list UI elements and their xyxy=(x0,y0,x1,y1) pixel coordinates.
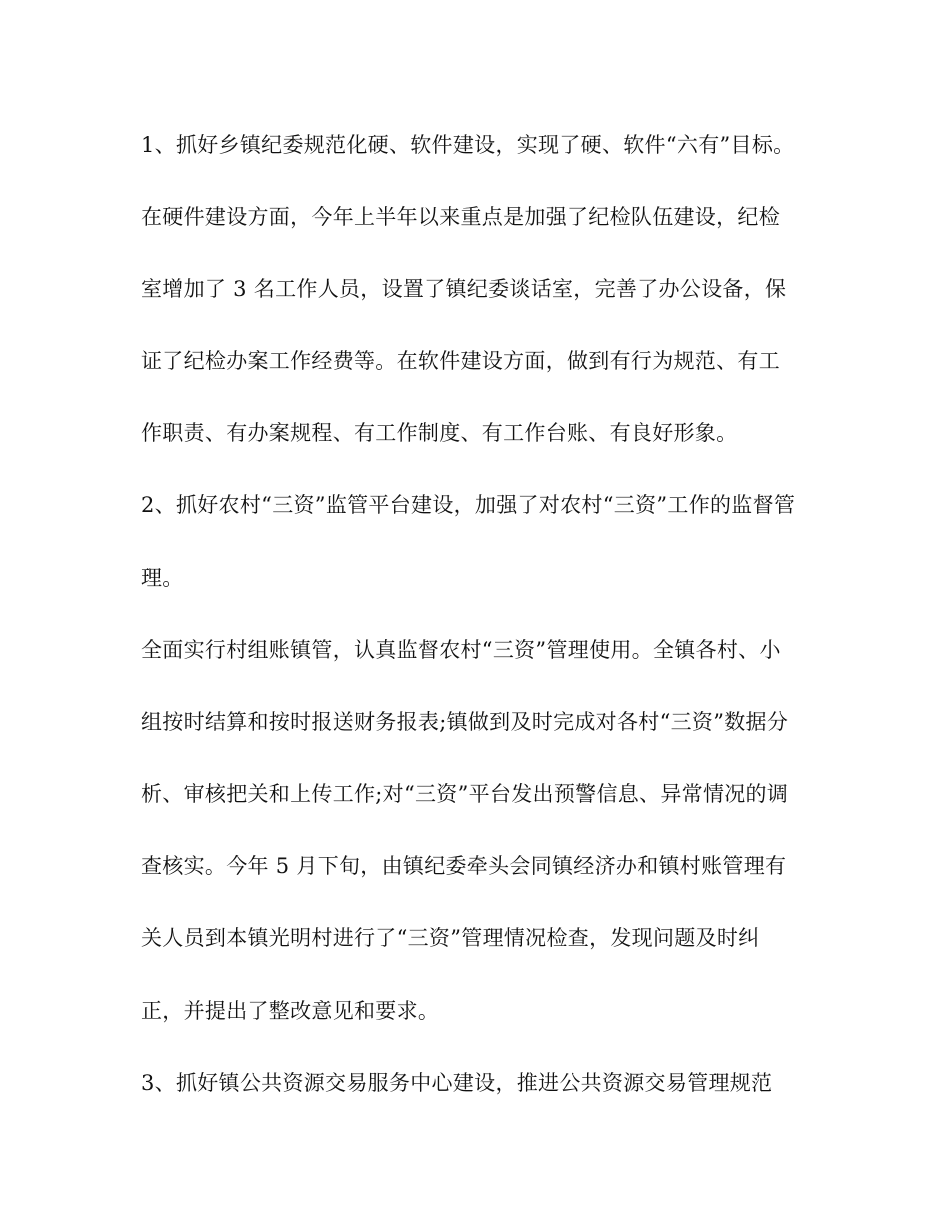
text-line: 证了纪检办案工作经费等。在软件建设方面，做到有行为规范、有工 xyxy=(141,349,780,373)
text-line: 作职责、有办案规程、有工作制度、有工作台账、有良好形象。 xyxy=(141,421,738,445)
text-line: 在硬件建设方面，今年上半年以来重点是加强了纪检队伍建设，纪检 xyxy=(141,205,780,229)
text-line: 室增加了 3 名工作人员，设置了镇纪委谈话室，完善了办公设备，保 xyxy=(141,277,787,301)
text-line: 1、抓好乡镇纪委规范化硬、软件建设，实现了硬、软件“六有”目标。 xyxy=(141,133,795,157)
text-line: 关人员到本镇光明村进行了“三资”管理情况检查，发现问题及时纠 xyxy=(141,926,760,950)
text-line: 正，并提出了整改意见和要求。 xyxy=(141,999,440,1023)
text-line: 析、审核把关和上传工作;对“三资”平台发出预警信息、异常情况的调 xyxy=(141,782,789,806)
text-line: 组按时结算和按时报送财务报表;镇做到及时完成对各村“三资”数据分 xyxy=(141,710,789,734)
text-line: 3、抓好镇公共资源交易服务中心建设，推进公共资源交易管理规范 xyxy=(141,1071,773,1095)
text-line: 2、抓好农村“三资”监管平台建设，加强了对农村“三资”工作的监督管 xyxy=(141,493,796,517)
text-line: 查核实。今年 5 月下旬，由镇纪委牵头会同镇经济办和镇村账管理有 xyxy=(141,854,787,878)
text-line: 全面实行村组账镇管，认真监督农村“三资”管理使用。全镇各村、小 xyxy=(141,638,781,662)
text-line: 理。 xyxy=(141,566,184,590)
